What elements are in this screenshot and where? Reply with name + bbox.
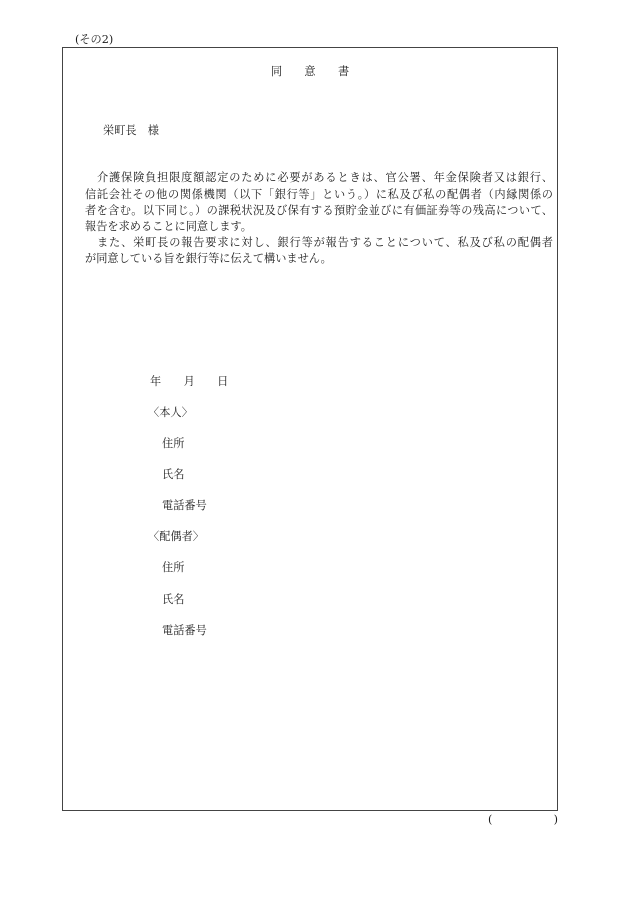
spouse-heading: 〈配偶者〉	[148, 530, 204, 543]
principal-name-label: 氏名	[162, 468, 185, 481]
footer-close-paren: )	[553, 813, 558, 826]
document-title: 同 意 書	[270, 65, 350, 78]
document-frame	[62, 47, 558, 811]
body-line: 報告を求めることに同意します。	[85, 220, 252, 233]
body-line: 信託会社その他の関係機関（以下「銀行等」という。）に私及び私の配偶者（内縁関係の	[85, 188, 553, 201]
principal-address-label: 住所	[162, 437, 185, 450]
body-line: また、栄町長の報告要求に対し、銀行等が報告することについて、私及び私の配偶者	[97, 236, 553, 249]
addressee: 栄町長 様	[103, 124, 159, 137]
spouse-name-label: 氏名	[162, 593, 185, 606]
spouse-phone-label: 電話番号	[162, 624, 207, 637]
body-line: 者を含む。以下同じ。）の課税状況及び保有する預貯金並びに有価証券等の残高について、	[85, 204, 553, 217]
page-label: (その2)	[75, 33, 114, 46]
principal-heading: 〈本人〉	[148, 406, 193, 419]
spouse-address-label: 住所	[162, 561, 185, 574]
footer-parentheses	[488, 812, 558, 828]
principal-phone-label: 電話番号	[162, 499, 207, 512]
body-line: が同意している旨を銀行等に伝えて構いません。	[85, 252, 332, 265]
date-label: 年 月 日	[150, 375, 229, 388]
body-line: 介護保険負担限度額認定のために必要があるときは、官公署、年金保険者又は銀行、	[97, 171, 553, 184]
footer-open-paren: (	[488, 813, 493, 826]
